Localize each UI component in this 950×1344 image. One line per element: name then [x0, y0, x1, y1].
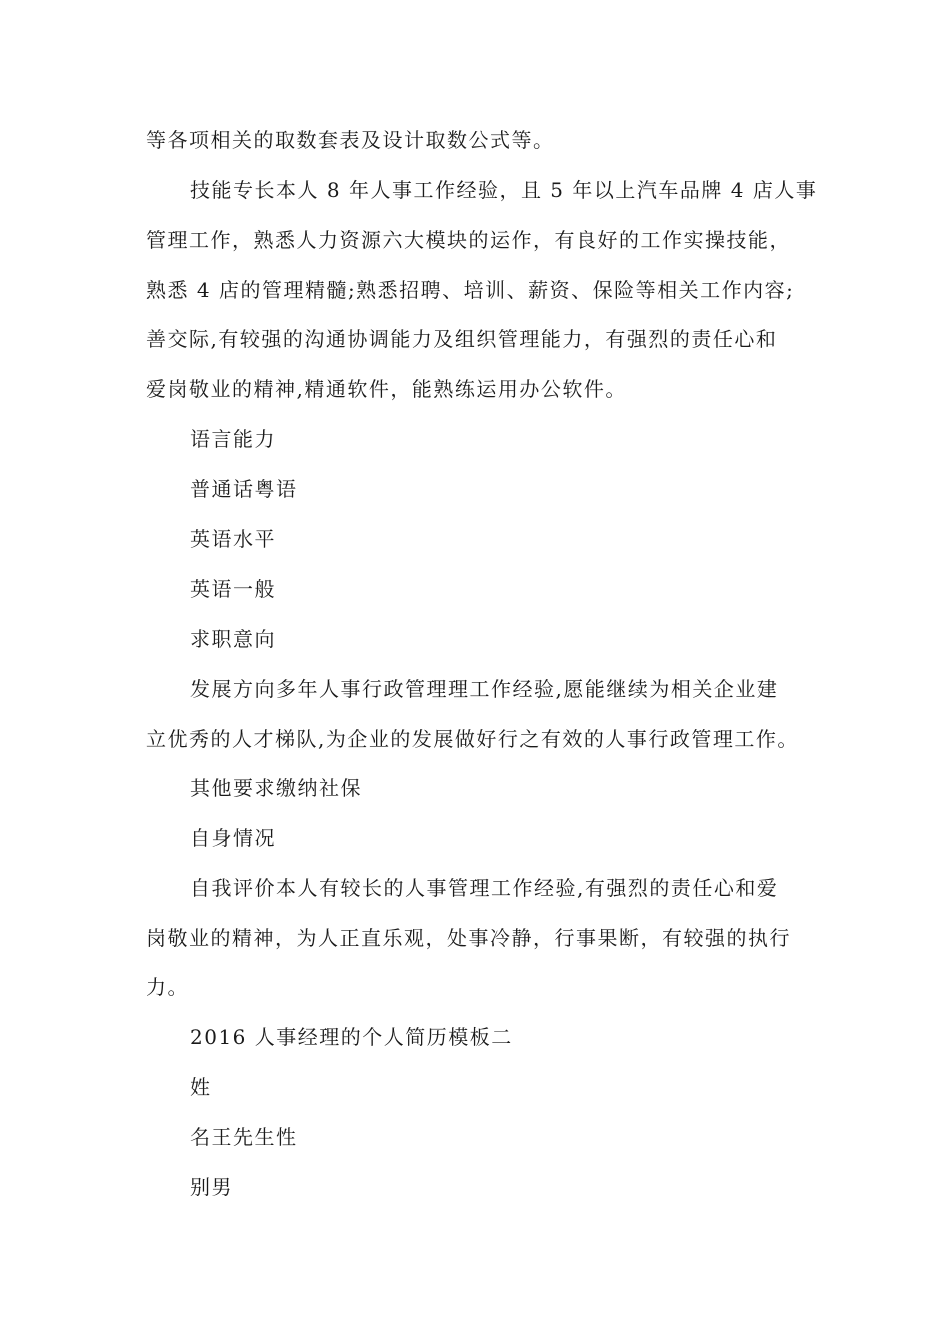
text-line-19: 2016 人事经理的个人简历模板二: [190, 1025, 513, 1049]
text-line-4: 熟悉 4 店的管理精髓;熟悉招聘、培训、薪资、保险等相关工作内容;: [146, 278, 795, 302]
text-line-12: 发展方向多年人事行政管理理工作经验,愿能继续为相关企业建: [190, 677, 779, 701]
text-line-9: 英语水平: [190, 527, 276, 551]
text-line-7: 语言能力: [190, 427, 276, 451]
text-line-22: 别男: [190, 1175, 233, 1199]
text-line-20: 姓: [190, 1075, 212, 1099]
text-line-1: 等各项相关的取数套表及设计取数公式等。: [146, 128, 555, 152]
text-line-5: 善交际,有较强的沟通协调能力及组织管理能力，有强烈的责任心和: [146, 327, 778, 351]
text-line-21: 名王先生性: [190, 1125, 298, 1149]
text-line-18: 力。: [146, 975, 189, 999]
text-line-13: 立优秀的人才梯队,为企业的发展做好行之有效的人事行政管理工作。: [146, 727, 799, 751]
text-line-3: 管理工作，熟悉人力资源六大模块的运作，有良好的工作实操技能，: [146, 228, 791, 252]
text-line-15: 自身情况: [190, 826, 276, 850]
text-line-16: 自我评价本人有较长的人事管理工作经验,有强烈的责任心和爱: [190, 876, 779, 900]
text-line-6: 爱岗敬业的精神,精通软件，能熟练运用办公软件。: [146, 377, 627, 401]
text-line-11: 求职意向: [190, 627, 276, 651]
text-line-14: 其他要求缴纳社保: [190, 776, 362, 800]
text-line-8: 普通话粤语: [190, 477, 298, 501]
text-line-2: 技能专长本人 8 年人事工作经验，且 5 年以上汽车品牌 4 店人事: [190, 178, 818, 202]
text-line-10: 英语一般: [190, 577, 276, 601]
text-line-17: 岗敬业的精神，为人正直乐观，处事冷静，行事果断，有较强的执行: [146, 926, 791, 950]
